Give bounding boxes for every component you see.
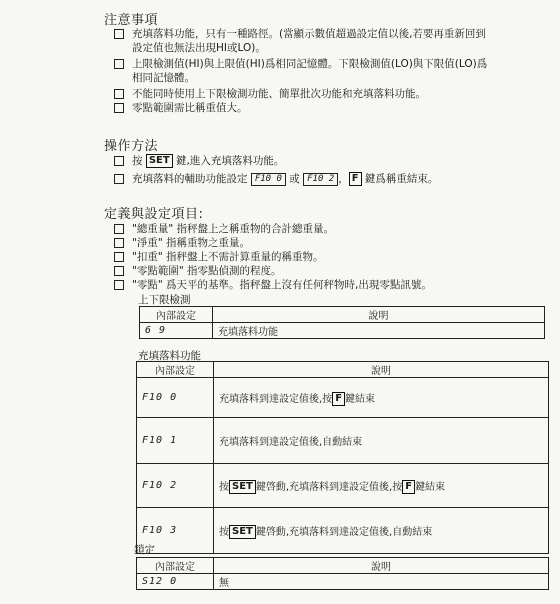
note-item: 上限檢測值(HI)與上限值(HI)爲相同記憶體。下限檢測值(LO)與下限值(LO)爲 [114,57,487,71]
checkbox-bullet-icon [114,266,124,276]
checkbox-bullet-icon [114,224,124,234]
table-row [140,323,545,339]
set-key: SET [229,480,256,494]
setting-code: 6 9 [140,323,213,339]
definition-item: "淨重" 指稱重物之重量。 [114,236,250,250]
checkbox-bullet-icon [114,238,124,248]
table-caption: 充填落料功能 [138,350,201,362]
setting-code: F10 2 [137,464,214,508]
checkbox-bullet-icon [114,59,124,69]
note-item: 充填落料功能，只有一種路徑。(當顯示數值超過設定值以後,若要再重新回到 [114,27,486,41]
table-row [137,508,549,554]
note-item-cont: 設定值也無法出現HI或LO)。 [132,42,266,54]
lock-table [136,557,549,590]
column-header: 內部設定 [137,362,214,378]
set-key: SET [146,154,173,168]
section-title-definitions: 定義與設定項目: [104,207,204,222]
operation-item: 充填落料的輔助功能設定 F10 0 或 F10 2 ， F 鍵爲稱重結束。 [114,172,438,186]
setting-code: F10 3 [137,508,214,554]
definition-item: "總重量" 指秤盤上之稱重物的合計總重量。 [114,222,334,236]
setting-desc: 充填落料到達設定值後,自動結束 [214,418,549,464]
checkbox-bullet-icon [114,252,124,262]
setting-code: S12 0 [137,574,214,590]
checkbox-bullet-icon [114,103,124,113]
table-row [137,378,549,418]
table-row [137,464,549,508]
setting-code: F10 1 [137,418,214,464]
definition-item: "零點範圍" 指零點偵測的程度。 [114,264,282,278]
filling-function-table [136,361,549,554]
column-header: 說明 [214,558,549,574]
definition-item: "扣重" 指秤盤上不需計算重量的稱重物。 [114,250,324,264]
display-code: F10 0 [251,173,286,186]
limit-detection-table [139,306,545,339]
setting-desc: 按 SET 鍵啓動,充填落料到達設定值後,按 F 鍵結束 [214,464,549,508]
setting-desc: 充填落料到達設定值後,按 F 鍵結束 [214,378,549,418]
f-key: F [402,480,415,494]
checkbox-bullet-icon [114,174,124,184]
setting-code: F10 0 [137,378,214,418]
table-row [137,418,549,464]
section-title-operation: 操作方法 [104,139,159,154]
column-header: 內部設定 [137,558,214,574]
note-item: 零點範圍需比稱重值大。 [114,101,248,115]
checkbox-bullet-icon [114,89,124,99]
checkbox-bullet-icon [114,280,124,290]
checkbox-bullet-icon [114,29,124,39]
checkbox-bullet-icon [114,156,124,166]
column-header: 說明 [214,362,549,378]
column-header: 說明 [213,307,545,323]
definition-item: "零點" 爲天平的基準。指秤盤上沒有任何秤物時,出現零點訊號。 [114,278,432,292]
setting-desc: 按 SET 鍵啓動,充填落料到達設定值後,自動結束 [214,508,549,554]
table-caption: 上下限檢測 [138,294,191,306]
f-key: F [349,172,362,186]
table-caption: 鎖定 [134,544,155,556]
note-item-cont: 相同記憶體。 [132,72,195,84]
column-header: 內部設定 [140,307,213,323]
setting-desc: 充填落料功能 [213,323,545,339]
f-key: F [332,392,345,406]
display-code: F10 2 [303,173,338,186]
table-row [137,574,549,590]
set-key: SET [229,525,256,539]
setting-desc: 無 [214,574,549,590]
note-item: 不能同時使用上下限檢測功能、簡單批次功能和充填落料功能。 [114,87,426,101]
section-title-notes: 注意事項 [104,13,159,28]
operation-item: 按 SET 鍵,進入充填落料功能。 [114,154,284,168]
